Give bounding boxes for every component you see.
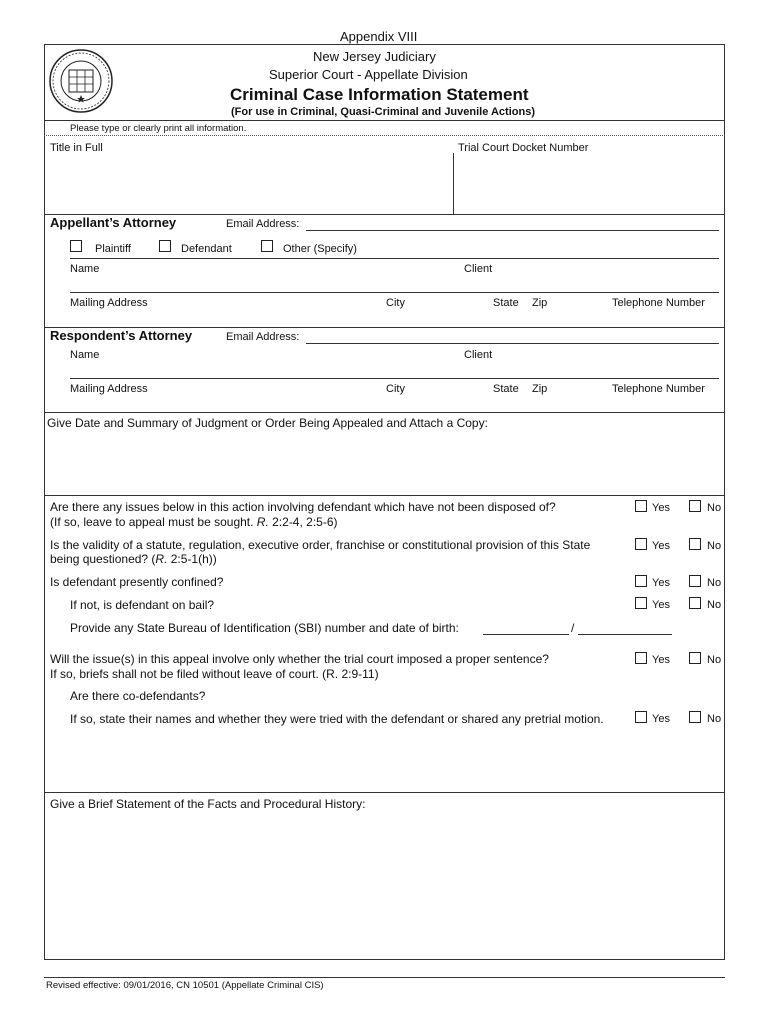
- docket-divider: [453, 153, 454, 214]
- q6-yes-checkbox[interactable]: [635, 652, 647, 664]
- co-defendants-field[interactable]: [70, 730, 719, 788]
- respondent-email-label: Email Address:: [226, 331, 300, 343]
- q2-text: Is the validity of a statute, regulation, executive order, franchise or constitutional provision of this State: [50, 538, 591, 552]
- q8-no-checkbox[interactable]: [689, 711, 701, 723]
- facts-field[interactable]: [50, 814, 720, 954]
- judgment-summary-field[interactable]: [47, 432, 721, 492]
- q1-text: Are there any issues below in this action involving defendant which have not been disposed of?: [50, 500, 556, 514]
- appellant-city-label: City: [386, 297, 405, 309]
- respondent-client-label: Client: [464, 349, 493, 361]
- plaintiff-checkbox[interactable]: [70, 240, 82, 252]
- title-in-full-label: Title in Full: [50, 142, 103, 154]
- q1-no-label: No: [707, 502, 722, 514]
- appellant-phone-label: Telephone Number: [612, 297, 705, 309]
- respondent-email-field[interactable]: [306, 343, 719, 344]
- other-label: Other (Specify): [283, 243, 357, 255]
- q1-note: (If so, leave to appeal must be sought. R. 2:2-4, 2:5-6): [50, 515, 338, 529]
- other-checkbox[interactable]: [261, 240, 273, 252]
- q1-yes-checkbox[interactable]: [635, 500, 647, 512]
- q8-text: If so, state their names and whether they were tried with the defendant or shared any pretrial motion.: [70, 712, 604, 726]
- header-divider: [44, 120, 725, 121]
- q6-no-label: No: [707, 654, 722, 666]
- q6-note: If so, briefs shall not be filed without leave of court. (R. 2:9-11): [50, 667, 379, 681]
- form-title: Criminal Case Information Statement: [230, 85, 529, 104]
- respondent-city-label: City: [386, 383, 405, 395]
- footer-divider: [44, 977, 725, 978]
- q3-text: Is defendant presently confined?: [50, 575, 224, 589]
- q2-no-label: No: [707, 540, 722, 552]
- appellant-role-line: [70, 258, 719, 259]
- q4-no-label: No: [707, 599, 722, 611]
- court-seal-icon: [48, 48, 114, 114]
- respondent-attorney-heading: Respondent’s Attorney: [50, 328, 193, 343]
- instruction-divider: [44, 135, 725, 136]
- judgment-summary-label: Give Date and Summary of Judgment or Order Being Appealed and Attach a Copy:: [47, 416, 488, 430]
- q2-yes-checkbox[interactable]: [635, 538, 647, 550]
- q3-no-checkbox[interactable]: [689, 575, 701, 587]
- q4-yes-label: Yes: [652, 599, 670, 611]
- sbi-separator: /: [571, 621, 575, 635]
- q3-yes-checkbox[interactable]: [635, 575, 647, 587]
- q2-note: being questioned? (R. 2:5-1(h)): [50, 552, 217, 566]
- q2-no-checkbox[interactable]: [689, 538, 701, 550]
- sbi-number-field[interactable]: [483, 634, 569, 635]
- q6-no-checkbox[interactable]: [689, 652, 701, 664]
- form-subtitle: (For use in Criminal, Quasi-Criminal and Juvenile Actions): [231, 106, 535, 118]
- court-name: Superior Court - Appellate Division: [269, 67, 468, 82]
- q1-no-checkbox[interactable]: [689, 500, 701, 512]
- appellant-client-label: Client: [464, 263, 493, 275]
- respondent-zip-label: Zip: [532, 383, 548, 395]
- appendix-label: Appendix VIII: [340, 29, 418, 44]
- q8-no-label: No: [707, 713, 722, 725]
- defendant-checkbox[interactable]: [159, 240, 171, 252]
- respondent-name-field[interactable]: [70, 378, 719, 379]
- sbi-text: Provide any State Bureau of Identification (SBI) number and date of birth:: [70, 621, 459, 635]
- appellant-name-field[interactable]: [70, 292, 719, 293]
- docket-number-field[interactable]: [458, 156, 718, 212]
- q1-yes-label: Yes: [652, 502, 670, 514]
- q8-yes-label: Yes: [652, 713, 670, 725]
- appellant-state-label: State: [493, 297, 519, 309]
- defendant-label: Defendant: [181, 243, 232, 255]
- q7-text: Are there co-defendants?: [70, 689, 206, 703]
- q4-no-checkbox[interactable]: [689, 597, 701, 609]
- respondent-divider: [44, 412, 725, 413]
- instruction-text: Please type or clearly print all information.: [70, 123, 247, 134]
- q2-yes-label: Yes: [652, 540, 670, 552]
- respondent-phone-label: Telephone Number: [612, 383, 705, 395]
- revision-note: Revised effective: 09/01/2016, CN 10501 (Appellate Criminal CIS): [46, 980, 324, 991]
- q6-text: Will the issue(s) in this appeal involve only whether the trial court imposed a proper sentence?: [50, 652, 549, 666]
- q8-yes-checkbox[interactable]: [635, 711, 647, 723]
- title-in-full-field[interactable]: [50, 156, 448, 212]
- q3-yes-label: Yes: [652, 577, 670, 589]
- q4-text: If not, is defendant on bail?: [70, 598, 215, 612]
- respondent-name-label: Name: [70, 349, 100, 361]
- appellant-mailing-label: Mailing Address: [70, 297, 148, 309]
- docket-number-label: Trial Court Docket Number: [458, 142, 589, 154]
- appellant-attorney-heading: Appellant’s Attorney: [50, 215, 177, 230]
- facts-label: Give a Brief Statement of the Facts and Procedural History:: [50, 797, 366, 811]
- q4-yes-checkbox[interactable]: [635, 597, 647, 609]
- judiciary-name: New Jersey Judiciary: [313, 49, 436, 64]
- q6-yes-label: Yes: [652, 654, 670, 666]
- plaintiff-label: Plaintiff: [95, 243, 131, 255]
- respondent-mailing-label: Mailing Address: [70, 383, 148, 395]
- questions-divider: [44, 792, 725, 793]
- judgment-divider: [44, 495, 725, 496]
- q3-no-label: No: [707, 577, 722, 589]
- date-of-birth-field[interactable]: [578, 634, 672, 635]
- respondent-state-label: State: [493, 383, 519, 395]
- appellant-zip-label: Zip: [532, 297, 548, 309]
- appellant-email-label: Email Address:: [226, 218, 300, 230]
- appellant-email-field[interactable]: [306, 230, 719, 231]
- appellant-name-label: Name: [70, 263, 100, 275]
